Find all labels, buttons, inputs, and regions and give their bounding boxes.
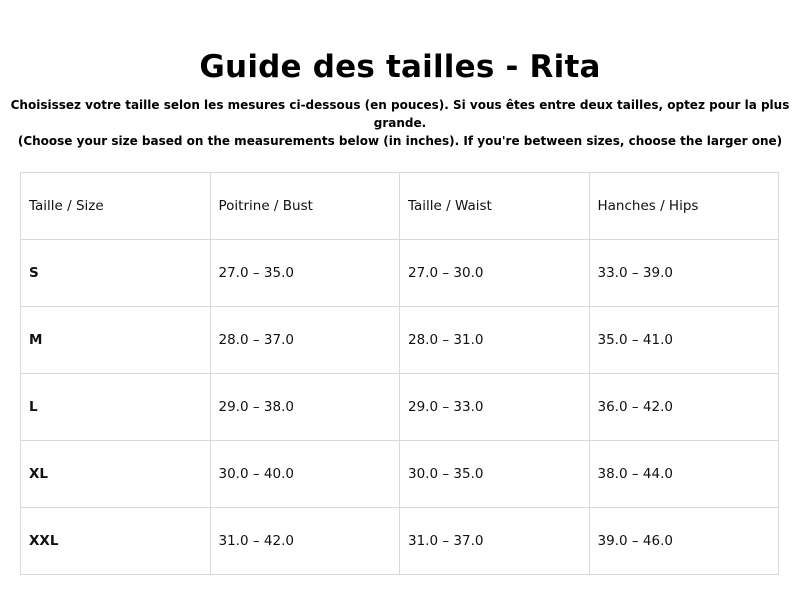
hips-cell: 39.0 – 46.0 xyxy=(589,508,779,575)
size-cell: L xyxy=(21,374,211,441)
header-size: Taille / Size xyxy=(21,173,211,240)
bust-cell: 31.0 – 42.0 xyxy=(210,508,400,575)
header-hips: Hanches / Hips xyxy=(589,173,779,240)
bust-cell: 28.0 – 37.0 xyxy=(210,307,400,374)
waist-cell: 31.0 – 37.0 xyxy=(400,508,590,575)
bust-cell: 27.0 – 35.0 xyxy=(210,240,400,307)
page-title: Guide des tailles - Rita xyxy=(199,48,601,85)
waist-cell: 29.0 – 33.0 xyxy=(400,374,590,441)
hips-cell: 33.0 – 39.0 xyxy=(589,240,779,307)
header-bust: Poitrine / Bust xyxy=(210,173,400,240)
intro-line-fr: Choisissez votre taille selon les mesures ci-dessous (en pouces). Si vous êtes entre deux tailles, optez pour la plus grande. xyxy=(10,98,790,130)
size-cell: S xyxy=(21,240,211,307)
hips-cell: 36.0 – 42.0 xyxy=(589,374,779,441)
hips-cell: 38.0 – 44.0 xyxy=(589,441,779,508)
table-row xyxy=(21,374,779,441)
table-row xyxy=(21,307,779,374)
header-waist: Taille / Waist xyxy=(400,173,590,240)
table-row xyxy=(21,441,779,508)
waist-cell: 28.0 – 31.0 xyxy=(400,307,590,374)
intro-line-en: (Choose your size based on the measurements below (in inches). If you're between sizes, choose the larger one) xyxy=(17,134,783,148)
intro-text xyxy=(0,96,800,150)
table-header-row xyxy=(21,173,779,240)
size-cell: XL xyxy=(21,441,211,508)
table-row xyxy=(21,240,779,307)
size-cell: XXL xyxy=(21,508,211,575)
hips-cell: 35.0 – 41.0 xyxy=(589,307,779,374)
waist-cell: 30.0 – 35.0 xyxy=(400,441,590,508)
size-cell: M xyxy=(21,307,211,374)
waist-cell: 27.0 – 30.0 xyxy=(400,240,590,307)
table-row xyxy=(21,508,779,575)
bust-cell: 30.0 – 40.0 xyxy=(210,441,400,508)
size-table xyxy=(20,172,779,575)
bust-cell: 29.0 – 38.0 xyxy=(210,374,400,441)
